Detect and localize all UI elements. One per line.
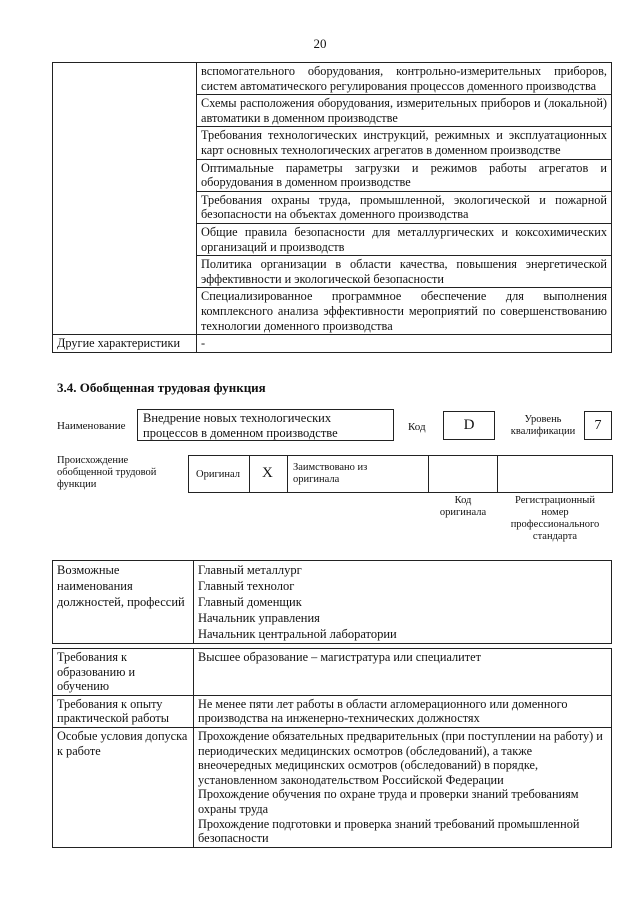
name-label: Наименование (57, 420, 126, 432)
caption-line: стандарта (532, 531, 578, 542)
position-item: Начальник центральной лаборатории (198, 627, 397, 641)
origin-label-line: Происхождение (57, 455, 129, 466)
knowledge-item: Политика организации в области качества, повышения энергетической эффективности и экологической безопасности (197, 256, 612, 288)
knowledge-item: вспомогательного оборудования, контрольно-измерительных приборов, систем автоматического регулирования процессов доменного производства (197, 63, 612, 95)
special-condition-item: Прохождение подготовки и проверка знаний требований промышленной безопасности (198, 816, 580, 846)
knowledge-label-cell (53, 63, 197, 335)
position-item: Главный технолог (198, 579, 295, 593)
knowledge-item: Оптимальные параметры загрузки и режимов работы агрегатов и оборудования в доменном производстве (197, 159, 612, 191)
position-item: Начальник управления (198, 611, 320, 625)
divider (287, 455, 288, 493)
original-mark: X (262, 465, 273, 481)
knowledge-item: Специализированное программное обеспечение для выполнения комплексного анализа эффективности мероприятий по совершенствованию технологии доменного производства (197, 288, 612, 335)
name-value-line: Внедрение новых технологических (143, 411, 332, 425)
origin-label-line: обобщенной трудовой (57, 467, 157, 478)
caption-line: Регистрационный (515, 495, 595, 506)
knowledge-item: Общие правила безопасности для металлургических и коксохимических организаций и производств (197, 223, 612, 255)
level-value-box: 7 (584, 411, 612, 440)
divider (497, 455, 498, 493)
special-condition-item: Прохождение обучения по охране труда и проверки знаний требованиям охраны труда (198, 787, 579, 816)
code-original-caption (428, 495, 498, 519)
position-item: Главный доменщик (198, 595, 302, 609)
special-conditions-label: Особые условия допуска к работе (53, 727, 194, 847)
original-label: Оригинал (196, 469, 240, 480)
positions-table (52, 560, 612, 644)
special-conditions-list (194, 727, 612, 847)
other-characteristics-label: Другие характеристики (53, 335, 197, 353)
special-condition-item: Прохождение обязательных предварительных (при поступлении на работу) и периодических медицинских осмотров (обследований), а также внеочередных медицинских осмотров (обследований) в порядке, установленном законодательством Российской Федерации (198, 728, 603, 787)
origin-box (188, 455, 613, 493)
experience-value: Не менее пяти лет работы в области агломерационного или доменного производства на инженерно-технических должностях (194, 695, 612, 727)
caption-line: номер (541, 507, 569, 518)
knowledge-item: Требования охраны труда, промышленной, экологической и пожарной безопасности на объектах доменного производства (197, 191, 612, 223)
name-value-box (137, 409, 394, 441)
caption-line: оригинала (439, 507, 487, 518)
requirements-table (52, 648, 612, 848)
section-title: 3.4. Обобщенная трудовая функция (57, 380, 266, 395)
level-label (507, 414, 579, 438)
positions-label: Возможные наименования должностей, профессий (53, 561, 194, 644)
borrowed-label (293, 462, 367, 486)
divider (428, 455, 429, 493)
knowledge-table (52, 62, 612, 353)
knowledge-item: Требования технологических инструкций, режимных и эксплуатационных карт основных технологических агрегатов в доменном производстве (197, 127, 612, 159)
education-value: Высшее образование – магистратура или специалитет (194, 649, 612, 696)
origin-label (57, 455, 156, 491)
origin-label-line: функции (57, 479, 97, 490)
page-number: 20 (313, 36, 327, 51)
code-label: Код (408, 421, 426, 433)
position-item: Главный металлург (198, 563, 302, 577)
other-characteristics-value: - (197, 335, 612, 353)
caption-line: профессионального (510, 519, 600, 530)
knowledge-item: Схемы расположения оборудования, измерительных приборов и (локальной) автоматики в доменном производстве (197, 95, 612, 127)
education-label: Требования к образованию и обучению (53, 649, 194, 696)
positions-list (194, 561, 612, 644)
registration-number-caption (497, 495, 613, 543)
borrowed-label-line: Заимствовано из (293, 462, 368, 473)
level-label-line: Уровень (524, 414, 562, 425)
name-value-line: процессов в доменном производстве (143, 426, 338, 440)
caption-line: Код (454, 495, 472, 506)
divider (249, 455, 250, 493)
code-value-box: D (443, 411, 495, 440)
experience-label: Требования к опыту практической работы (53, 695, 194, 727)
level-label-line: квалификации (510, 426, 576, 437)
borrowed-label-line: оригинала (293, 474, 340, 485)
